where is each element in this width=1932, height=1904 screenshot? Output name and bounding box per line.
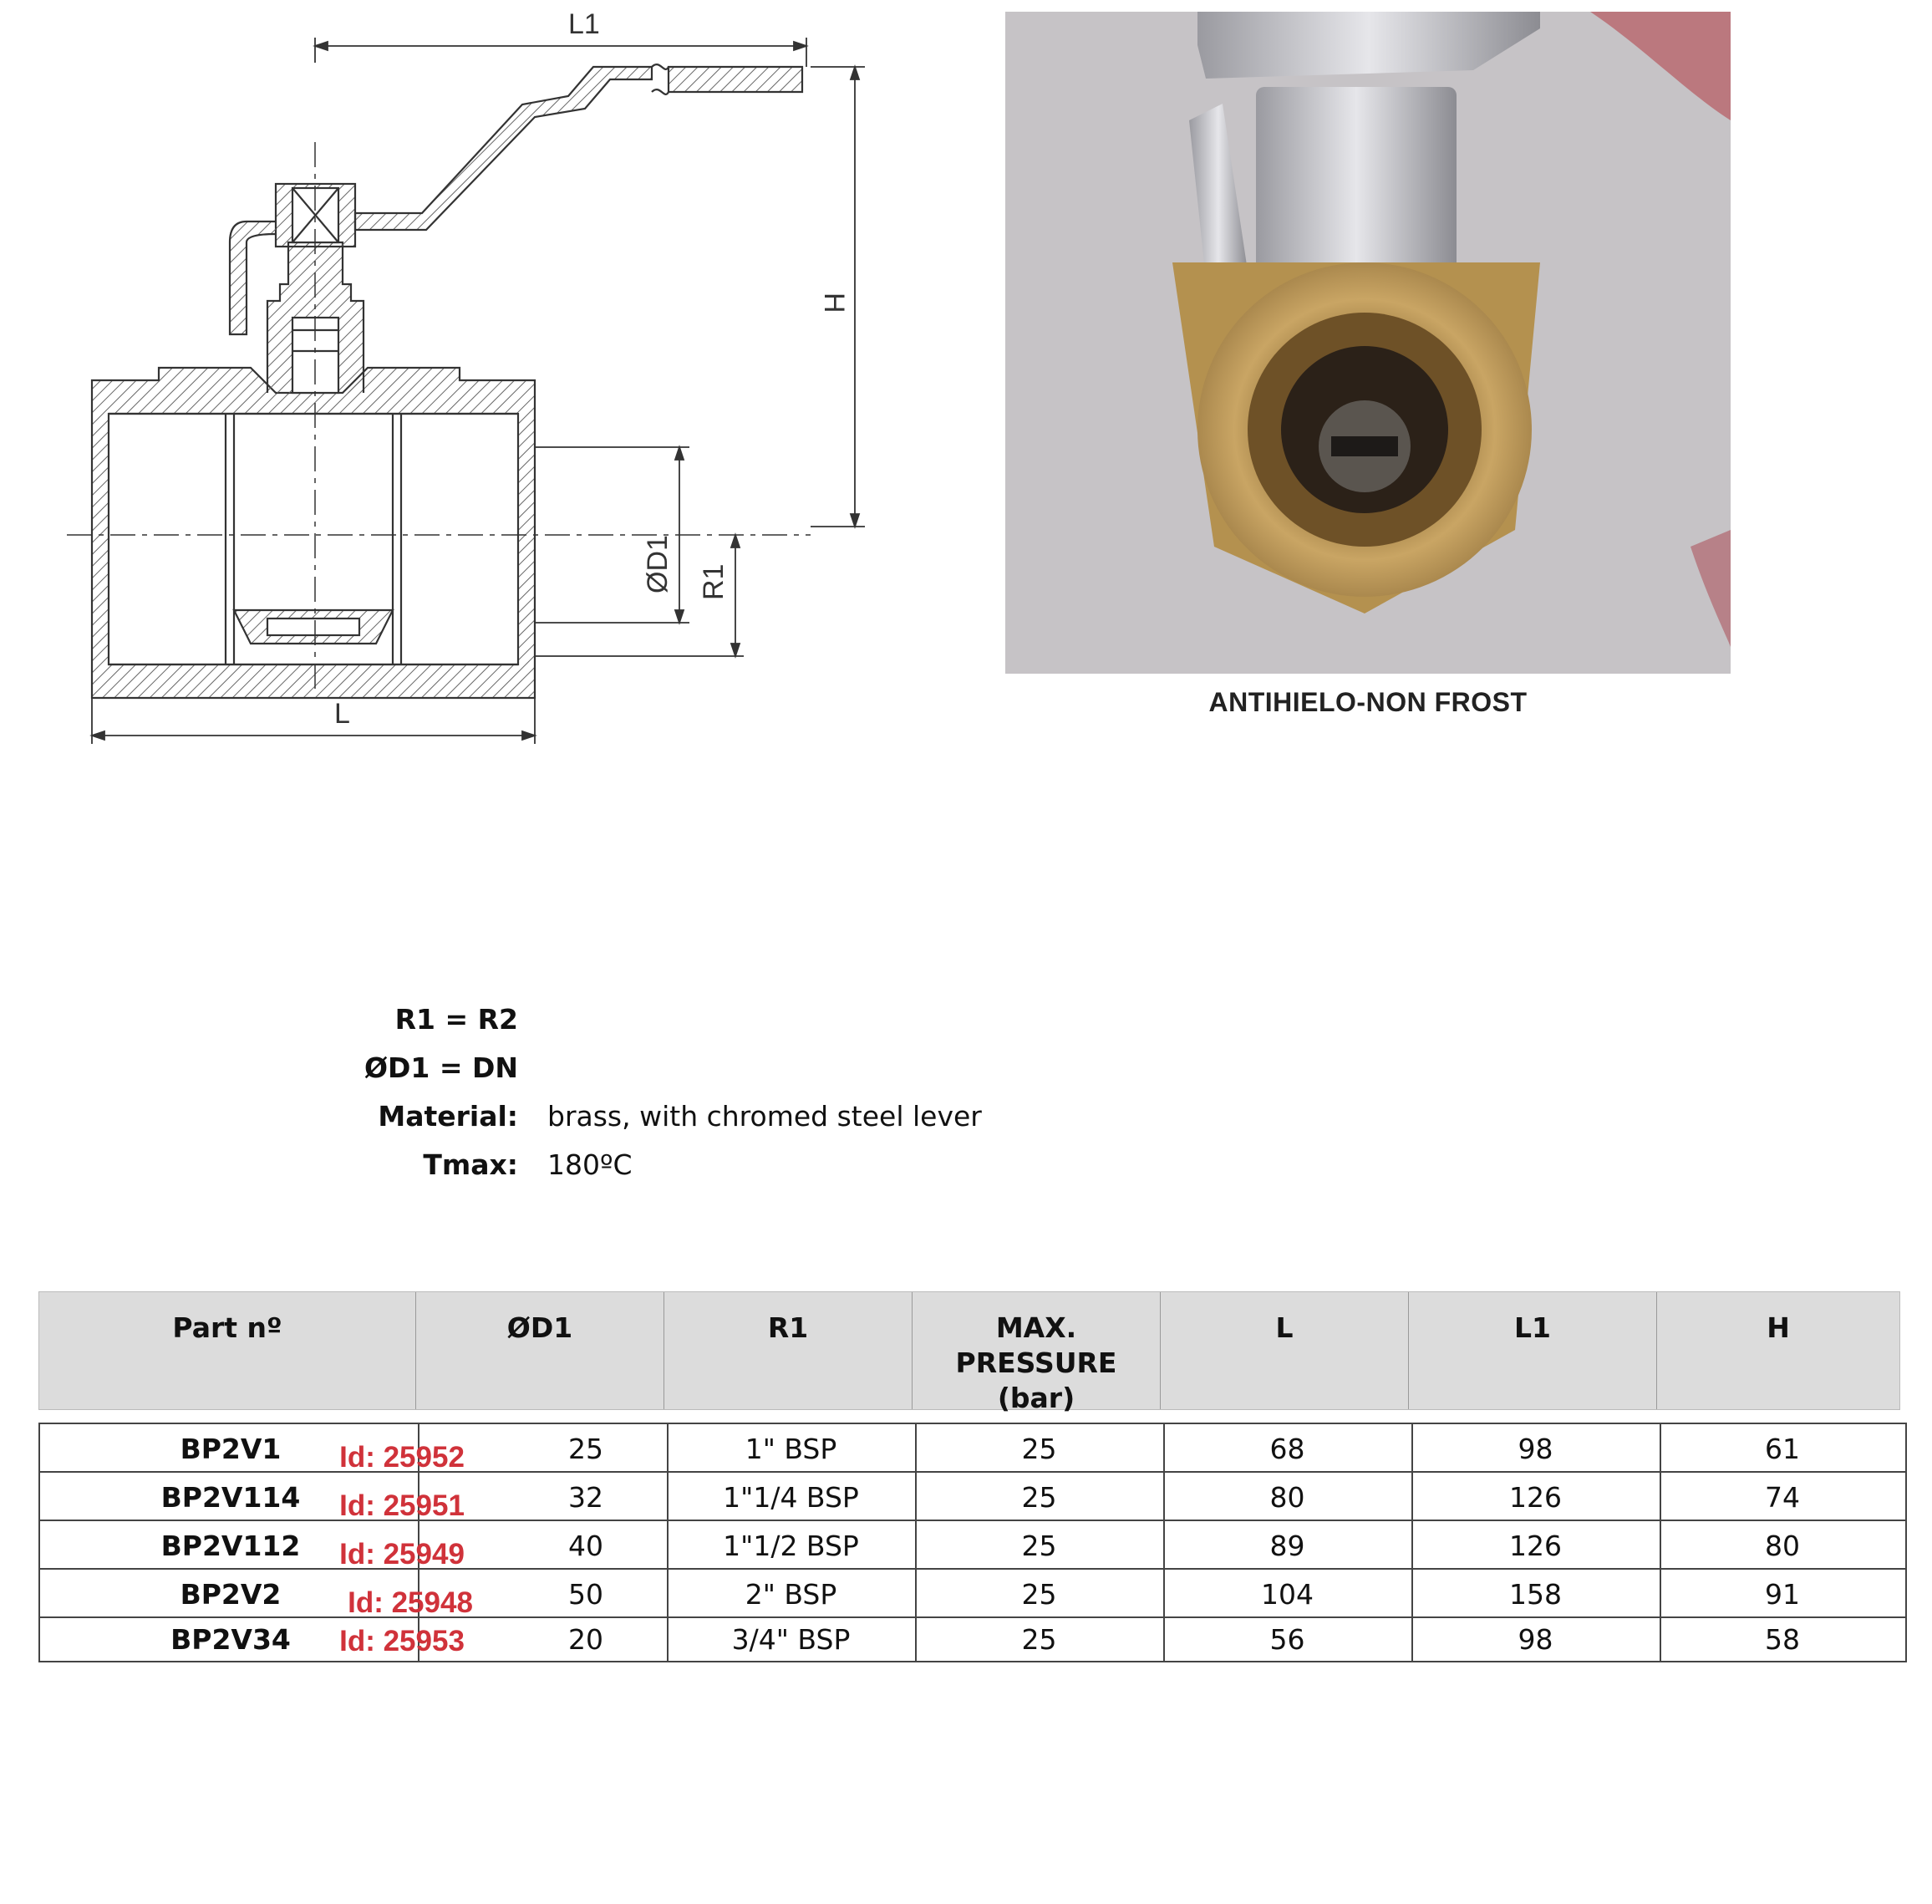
table-row: BP2V34 Id: 25953 20 3/4" BSP 25 56 98 58 (38, 1616, 1907, 1662)
table-row: BP2V2 Id: 25948 50 2" BSP 25 104 158 91 (38, 1568, 1907, 1618)
label-D1: ØD1 (642, 535, 674, 593)
table-row: BP2V114 Id: 25951 32 1"1/4 BSP 25 80 126 74 (38, 1471, 1907, 1521)
header-part: Part nº (172, 1311, 282, 1344)
spec-tmax-value: 180ºC (547, 1148, 633, 1181)
spec-material-label: Material: (378, 1100, 518, 1133)
header-h: H (1656, 1292, 1899, 1409)
header-d1: ØD1 (415, 1292, 663, 1409)
photo-caption: ANTIHIELO-NON FROST (1208, 687, 1528, 717)
table-header (38, 1291, 1900, 1414)
label-L1: L1 (568, 8, 600, 40)
label-H: H (818, 293, 850, 313)
header-l: L (1160, 1292, 1408, 1409)
valve-photo (1005, 12, 1731, 674)
spec-d1-dn-label: ØD1 = DN (364, 1051, 518, 1084)
header-max-pressure: MAX. PRESSURE (bar) (912, 1292, 1160, 1409)
valve-technical-drawing (67, 0, 886, 752)
spec-tmax-label: Tmax: (423, 1148, 518, 1181)
spec-material-value: brass, with chromed steel lever (547, 1100, 982, 1133)
label-L: L (334, 698, 350, 730)
table-row: BP2V1 Id: 25952 25 1" BSP 25 68 98 61 (38, 1423, 1907, 1473)
spec-r1-r2-label: R1 = R2 (394, 1003, 518, 1036)
header-l1: L1 (1408, 1292, 1656, 1409)
table-row: BP2V112 Id: 25949 40 1"1/2 BSP 25 89 126 80 (38, 1520, 1907, 1570)
label-R1: R1 (698, 563, 730, 600)
header-r1: R1 (663, 1292, 912, 1409)
